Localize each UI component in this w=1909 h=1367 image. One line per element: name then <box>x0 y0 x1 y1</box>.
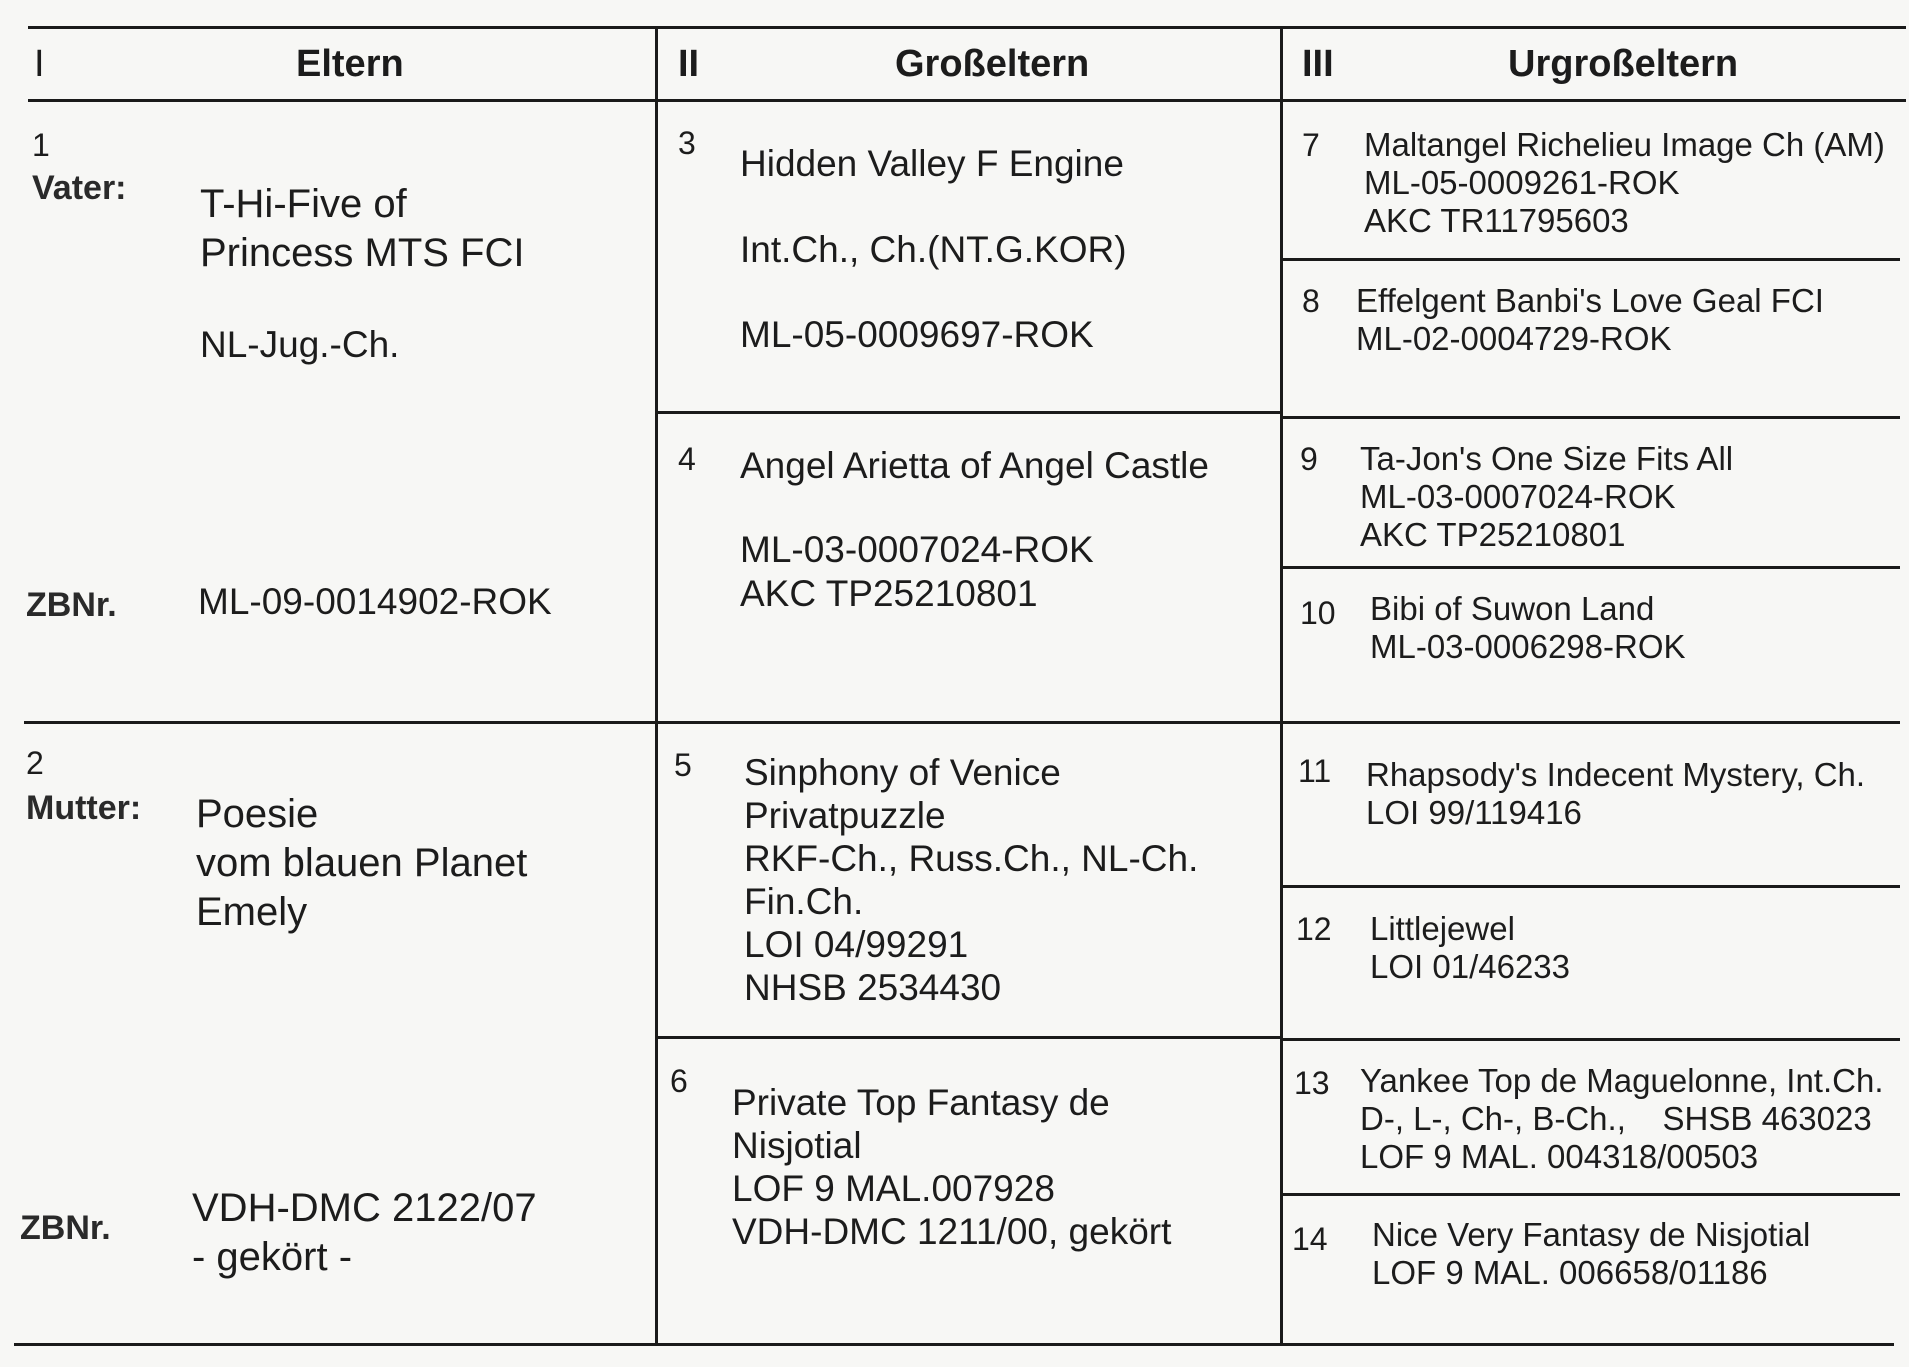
bottom-rule <box>14 1343 1894 1346</box>
gp-5-line: Fin.Ch. <box>744 880 864 922</box>
gp-5-line: RKF-Ch., Russ.Ch., NL-Ch. <box>744 837 1199 879</box>
ggp-rule-12-13 <box>1280 1038 1900 1041</box>
mother-label: Mutter: <box>26 789 142 827</box>
gp-3-reg: ML-05-0009697-ROK <box>740 314 1094 355</box>
gp-4-name: Angel Arietta of Angel Castle <box>740 445 1209 486</box>
top-rule <box>28 26 1906 29</box>
gp-6-line: VDH-DMC 1211/00, gekört <box>732 1210 1172 1252</box>
gp-5-line: NHSB 2534430 <box>744 966 1002 1008</box>
ggp-14-line: Nice Very Fantasy de Nisjotial <box>1372 1216 1811 1253</box>
mother-zb <box>192 1184 537 1282</box>
ggp-10-number: 10 <box>1300 595 1336 631</box>
gp-5-line: Privatpuzzle <box>744 794 946 836</box>
ggp-12-line: LOI 01/46233 <box>1370 947 1570 985</box>
mother-name-line: Emely <box>196 889 308 934</box>
gp-5-line: LOI 04/99291 <box>744 923 969 965</box>
ggp-9-line: ML-03-0007024-ROK <box>1360 477 1676 515</box>
header-roman-3: III <box>1302 43 1334 85</box>
gp-3-number: 3 <box>678 125 696 161</box>
ggp-14-line: LOF 9 MAL. 006658/01186 <box>1372 1253 1768 1291</box>
ggp-14-details <box>1372 1216 1810 1292</box>
ggp-rule-8-9 <box>1280 416 1900 419</box>
ggp-13-line: LOF 9 MAL. 004318/00503 <box>1360 1137 1759 1175</box>
ggp-11-details <box>1366 756 1865 832</box>
gp-3-titles: Int.Ch., Ch.(NT.G.KOR) <box>740 229 1127 270</box>
father-label: Vater: <box>32 169 127 207</box>
gp-4-reg-line: AKC TP25210801 <box>740 573 1038 615</box>
mother-zb-line: VDH-DMC 2122/07 <box>192 1186 537 1230</box>
gp-5-line: Sinphony of Venice <box>744 752 1061 793</box>
gp-rule-3-4 <box>655 411 1280 414</box>
ggp-7-number: 7 <box>1302 127 1320 163</box>
ggp-8-line: Effelgent Banbi's Love Geal FCI <box>1356 282 1824 319</box>
ggp-13-line: Yankee Top de Maguelonne, Int.Ch. <box>1360 1062 1884 1099</box>
ggp-11-number: 11 <box>1298 753 1332 789</box>
ggp-rule-9-10 <box>1280 566 1900 569</box>
ggp-12-line: Littlejewel <box>1370 910 1515 947</box>
col-divider-1 <box>655 26 658 1346</box>
mother-zb-label: ZBNr. <box>20 1209 111 1247</box>
gp-4-number: 4 <box>678 441 696 477</box>
ggp-rule-11-12 <box>1280 885 1900 888</box>
ggp-7-details <box>1364 126 1885 240</box>
gp-6-number: 6 <box>670 1063 688 1099</box>
mother-number: 2 <box>26 745 44 781</box>
gp-6-line: Nisjotial <box>732 1124 862 1166</box>
header-roman-2: II <box>678 43 700 85</box>
father-zb-label: ZBNr. <box>26 586 117 624</box>
ggp-9-line: AKC TP25210801 <box>1360 515 1626 553</box>
gp-6-details <box>732 1082 1171 1254</box>
col-divider-2 <box>1280 26 1283 1346</box>
ggp-12-number: 12 <box>1296 911 1332 947</box>
father-number: 1 <box>32 127 50 163</box>
ggp-11-line: LOI 99/119416 <box>1366 793 1582 831</box>
ggp-9-details <box>1360 440 1733 554</box>
mother-name <box>196 790 527 936</box>
ggp-13-details <box>1360 1062 1884 1176</box>
ggp-rule-7-8 <box>1280 258 1900 261</box>
gp-4-reg <box>740 528 1094 617</box>
header-grosseltern: Großeltern <box>895 43 1090 85</box>
ggp-10-details <box>1370 590 1686 666</box>
ggp-14-number: 14 <box>1292 1221 1328 1257</box>
father-name <box>200 180 524 278</box>
header-roman-1: I <box>34 43 45 85</box>
ggp-10-line: Bibi of Suwon Land <box>1370 590 1655 627</box>
father-zb: ML-09-0014902-ROK <box>198 581 552 622</box>
mid-rule <box>24 721 1900 724</box>
father-name-line: Princess MTS FCI <box>200 230 525 275</box>
ggp-rule-13-14 <box>1280 1193 1900 1196</box>
ggp-13-number: 13 <box>1294 1065 1330 1101</box>
gp-5-number: 5 <box>674 747 692 783</box>
gp-6-line: LOF 9 MAL.007928 <box>732 1167 1055 1209</box>
gp-6-line: Private Top Fantasy de <box>732 1082 1110 1123</box>
ggp-11-line: Rhapsody's Indecent Mystery, Ch. <box>1366 756 1866 793</box>
ggp-9-line: Ta-Jon's One Size Fits All <box>1360 440 1734 477</box>
ggp-8-line: ML-02-0004729-ROK <box>1356 319 1672 357</box>
ggp-9-number: 9 <box>1300 441 1318 477</box>
mother-name-line: Poesie <box>196 792 319 836</box>
header-rule <box>28 99 1906 102</box>
ggp-7-line: ML-05-0009261-ROK <box>1364 163 1680 201</box>
header-eltern: Eltern <box>296 43 404 85</box>
ggp-8-number: 8 <box>1302 283 1320 319</box>
gp-4-reg-line: ML-03-0007024-ROK <box>740 529 1094 570</box>
ggp-10-line: ML-03-0006298-ROK <box>1370 627 1686 665</box>
ggp-7-line: Maltangel Richelieu Image Ch (AM) <box>1364 126 1885 163</box>
header-urgrosseltern: Urgroßeltern <box>1508 43 1739 85</box>
gp-5-details <box>744 752 1198 1009</box>
ggp-13-line: D-, L-, Ch-, B-Ch., SHSB 463023 <box>1360 1099 1872 1137</box>
ggp-7-line: AKC TR11795603 <box>1364 201 1629 239</box>
mother-name-line: vom blauen Planet <box>196 840 528 885</box>
ggp-8-details <box>1356 282 1824 358</box>
gp-3-name: Hidden Valley F Engine <box>740 143 1124 184</box>
mother-zb-line: - gekört - <box>192 1234 353 1279</box>
father-title: NL-Jug.-Ch. <box>200 324 400 365</box>
ggp-12-details <box>1370 910 1570 986</box>
father-name-line: T-Hi-Five of <box>200 182 407 226</box>
gp-rule-5-6 <box>655 1036 1280 1039</box>
